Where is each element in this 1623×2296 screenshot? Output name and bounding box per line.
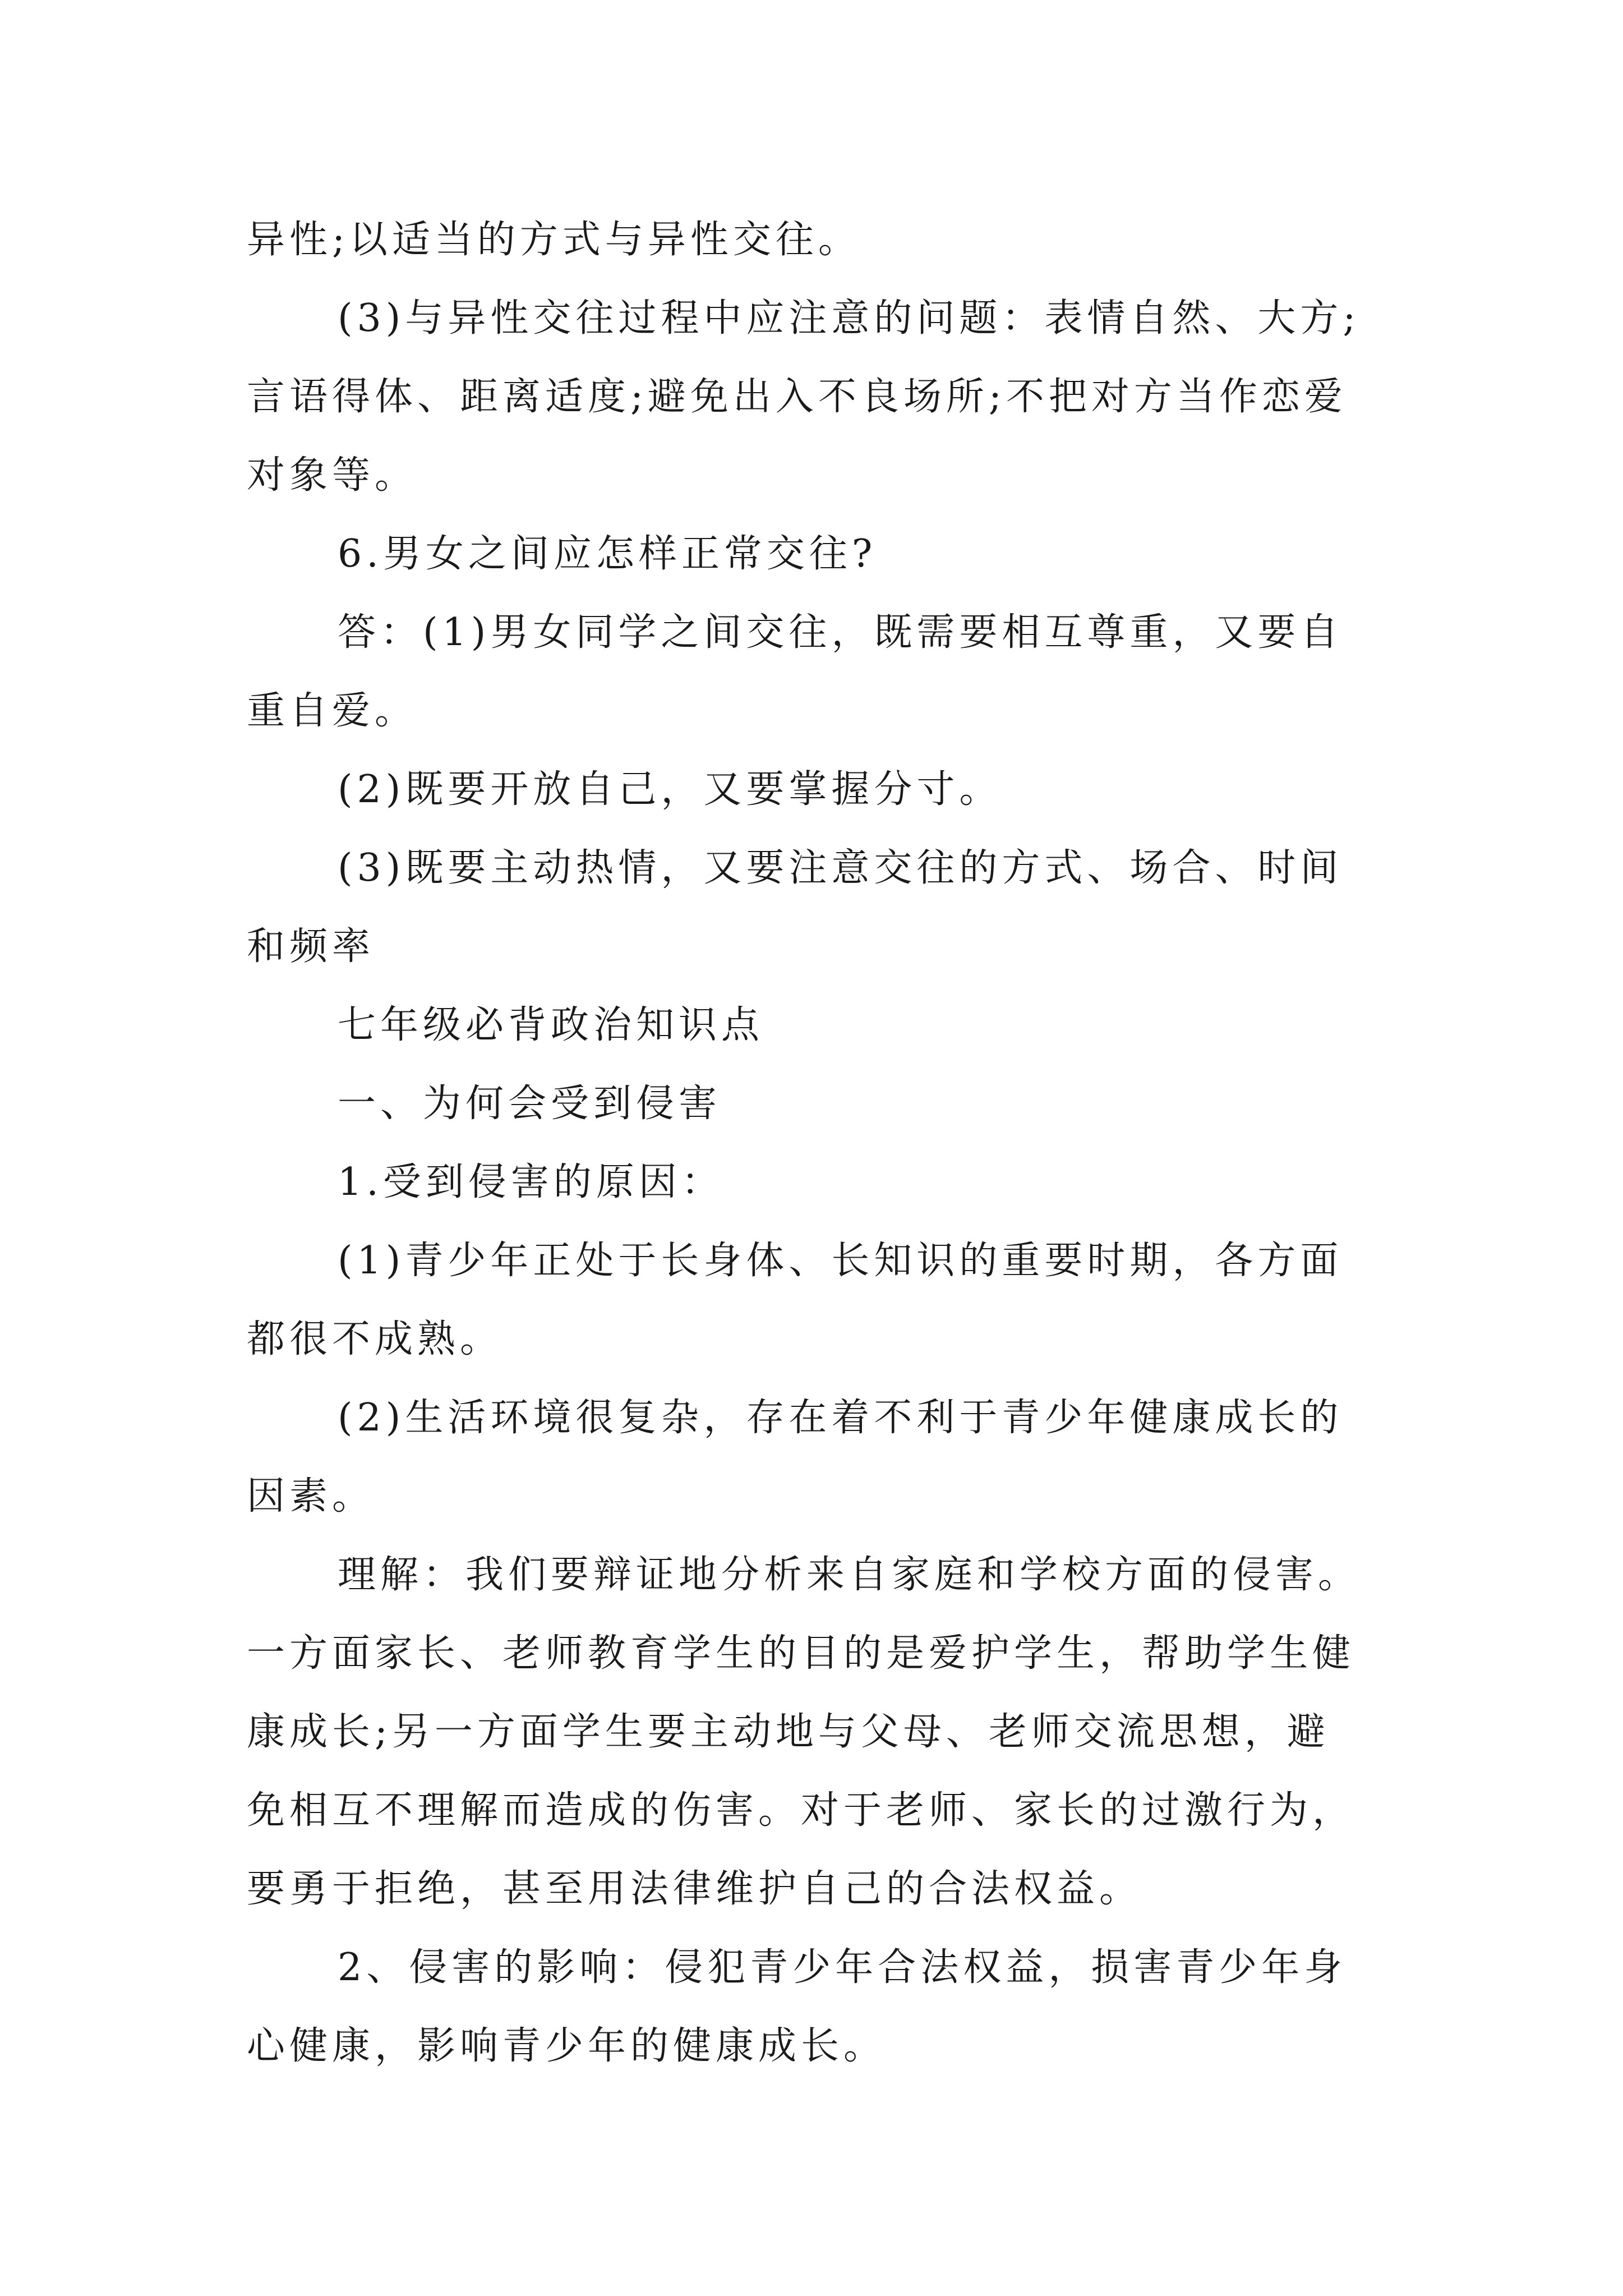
text-line: 理解：我们要辩证地分析来自家庭和学校方面的侵害。 bbox=[338, 1553, 1361, 1597]
subsection-heading: 1.受到侵害的原因： bbox=[338, 1160, 724, 1204]
text-line: 要勇于拒绝，甚至用法律维护自己的合法权益。 bbox=[247, 1867, 1142, 1911]
text-line: 2、侵害的影响：侵犯青少年合法权益，损害青少年身 bbox=[338, 1945, 1347, 1990]
text-line: (1)青少年正处于长身体、长知识的重要时期，各方面 bbox=[338, 1239, 1343, 1283]
section-title: 七年级必背政治知识点 bbox=[338, 1003, 764, 1047]
text-line: 重自爱。 bbox=[247, 689, 418, 733]
text-line: 因素。 bbox=[247, 1474, 375, 1519]
text-line: 答：(1)男女同学之间交往，既需要相互尊重，又要自 bbox=[338, 610, 1343, 655]
text-line: (3)既要主动热情，又要注意交往的方式、场合、时间 bbox=[338, 846, 1343, 890]
text-line: 心健康，影响青少年的健康成长。 bbox=[247, 2024, 887, 2068]
text-line: 言语得体、距离适度;避免出入不良场所;不把对方当作恋爱 bbox=[247, 375, 1347, 419]
text-line: 异性;以适当的方式与异性交往。 bbox=[247, 218, 861, 262]
text-line: 康成长;另一方面学生要主动地与父母、老师交流思想，避 bbox=[247, 1710, 1330, 1754]
text-line: 都很不成熟。 bbox=[247, 1317, 503, 1361]
section-heading: 一、为何会受到侵害 bbox=[338, 1082, 722, 1126]
text-line: 免相互不理解而造成的伤害。对于老师、家长的过激行为， bbox=[247, 1788, 1355, 1833]
question-heading: 6.男女之间应怎样正常交往? bbox=[338, 532, 877, 576]
text-line: (2)既要开放自己，又要掌握分寸。 bbox=[338, 767, 1002, 812]
text-line: 一方面家长、老师教育学生的目的是爱护学生，帮助学生健 bbox=[247, 1631, 1355, 1676]
text-line: 对象等。 bbox=[247, 453, 418, 498]
text-line: (2)生活环境很复杂，存在着不利于青少年健康成长的 bbox=[338, 1396, 1343, 1440]
text-line: (3)与异性交往过程中应注意的问题：表情自然、大方; bbox=[338, 296, 1361, 341]
text-line: 和频率 bbox=[247, 924, 375, 969]
